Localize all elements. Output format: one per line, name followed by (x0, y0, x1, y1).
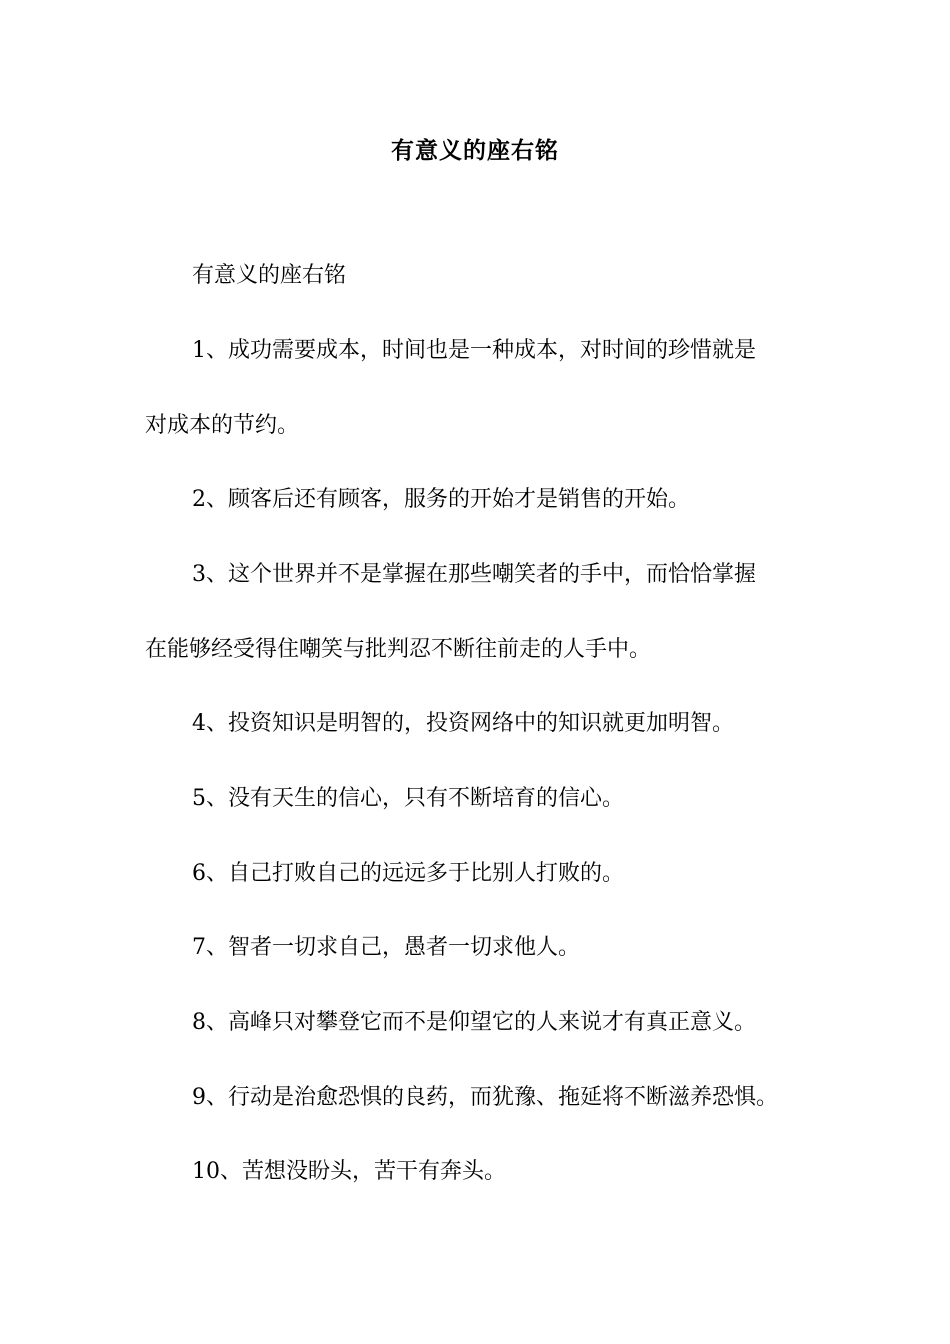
document-title: 有意义的座右铭 (391, 138, 559, 164)
motto-line-7: 7、智者一切求自己，愚者一切求他人。 (192, 935, 580, 960)
motto-line-1-continued: 对成本的节约。 (145, 413, 300, 438)
motto-line-2: 2、顾客后还有顾客，服务的开始才是销售的开始。 (192, 487, 690, 512)
subtitle-line: 有意义的座右铭 (192, 263, 347, 288)
motto-line-6: 6、自己打败自己的远远多于比别人打败的。 (192, 861, 624, 886)
motto-line-9: 9、行动是治愈恐惧的良药，而犹豫、拖延将不断滋养恐惧。 (192, 1085, 778, 1110)
motto-line-10: 10、苦想没盼头，苦干有奔头。 (192, 1159, 506, 1184)
motto-line-3-continued: 在能够经受得住嘲笑与批判忍不断往前走的人手中。 (145, 637, 652, 662)
motto-line-8: 8、高峰只对攀登它而不是仰望它的人来说才有真正意义。 (192, 1010, 756, 1035)
motto-line-5: 5、没有天生的信心，只有不断培育的信心。 (192, 786, 624, 811)
motto-line-3: 3、这个世界并不是掌握在那些嘲笑者的手中，而恰恰掌握 (192, 562, 756, 587)
motto-line-1: 1、成功需要成本，时间也是一种成本，对时间的珍惜就是 (192, 338, 756, 363)
motto-line-4: 4、投资知识是明智的，投资网络中的知识就更加明智。 (192, 711, 734, 736)
